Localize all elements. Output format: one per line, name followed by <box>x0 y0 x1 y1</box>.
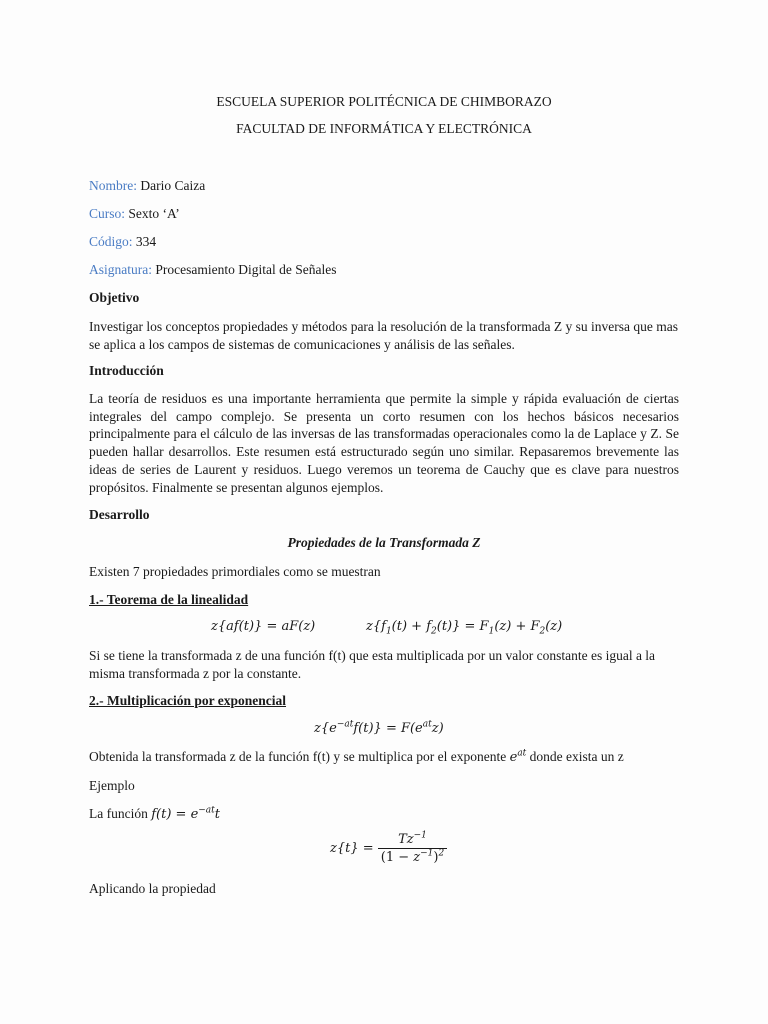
asignatura-label: Asignatura: <box>89 262 152 277</box>
funcion-label: La función <box>89 806 148 821</box>
asignatura-line <box>89 262 336 278</box>
curso-label: Curso: <box>89 206 126 221</box>
objetivo-text: Investigar los conceptos propiedades y métodos para la resolución de la transformada Z y su inversa que mas se aplica a los campos de sistemas de comunicaciones y análisis de las señales. <box>89 319 678 352</box>
desarrollo-intro: Existen 7 propiedades primordiales como se muestran <box>89 564 381 579</box>
introduccion-heading: Introducción <box>89 363 164 378</box>
prop2-text-before: Obtenida la transformada z de la función f(t) y se multiplica por el exponente <box>89 749 507 764</box>
prop2-text-after: donde exista un z <box>529 749 624 764</box>
introduccion-text: La teoría de residuos es una importante herramienta que permite la simple y rápida evaluación de ciertas integrales del campo complejo. Se presenta un corto resumen con los hechos básicos necesarios principalmente para el cálculo de las inversas de las transformadas operacionales como la de Laplace y Z. Se pueden hallar desarrollos. Este resumen está estructurado según uno similar. Repasaremos brevemente las ideas de series de Laurent y residuos. Luego veremos un teorema de Cauchy que es clave para nuestros propósitos. Finalmente se presentan algunos ejemplos. <box>89 391 679 495</box>
prop2-heading: 2.- Multiplicación por exponencial <box>89 693 287 708</box>
funcion-formula: $f(t) = e^{-at}t$ <box>151 805 221 822</box>
section-subtitle: Propiedades de la Transformada Z <box>287 535 481 550</box>
codigo-label: Código: <box>89 234 133 249</box>
nombre-value: Dario Caiza <box>140 178 206 193</box>
codigo-value: 334 <box>135 234 157 249</box>
exponent-inline: $e^{at}$ <box>509 748 527 765</box>
aplicando-text: Aplicando la propiedad <box>89 881 216 896</box>
nombre-line <box>89 178 205 194</box>
objetivo-heading: Objetivo <box>89 290 140 305</box>
asignatura-value: Procesamiento Digital de Señales <box>155 262 337 277</box>
zt-formula: z{t} = $\frac{Tz^{-1}}{(1 - z^{-1})^2}$ <box>330 832 447 865</box>
nombre-label: Nombre: <box>89 178 137 193</box>
funcion-line <box>89 806 220 822</box>
prop1-heading: 1.- Teorema de la linealidad <box>89 592 249 607</box>
desarrollo-heading: Desarrollo <box>89 507 150 522</box>
codigo-line <box>89 234 156 250</box>
faculty-title: FACULTAD DE INFORMÁTICA Y ELECTRÓNICA <box>236 121 532 136</box>
exponential-formula: $z\{e^{-at}f(t)\} = F(e^{at}z)$ <box>314 719 444 736</box>
school-title: ESCUELA SUPERIOR POLITÉCNICA DE CHIMBORAZO <box>216 94 552 109</box>
curso-value: Sexto ‘A’ <box>128 206 180 221</box>
linearity-formula-2: $z\{f_1(t) + f_2(t)\} = F_1(z) + F_2(z)$ <box>366 619 563 637</box>
ejemplo-label: Ejemplo <box>89 778 135 793</box>
curso-line <box>89 206 180 222</box>
prop2-text <box>89 749 624 765</box>
zt-fraction: $\frac{Tz^{-1}}{(1 - z^{-1})^2}$ <box>378 832 447 865</box>
prop1-text: Si se tiene la transformada z de una función f(t) que esta multiplicada por un valor constante es igual a la misma transformada z por la constante. <box>89 648 656 681</box>
linearity-formula-1: z{af(t)} = aF(z) <box>211 619 316 634</box>
